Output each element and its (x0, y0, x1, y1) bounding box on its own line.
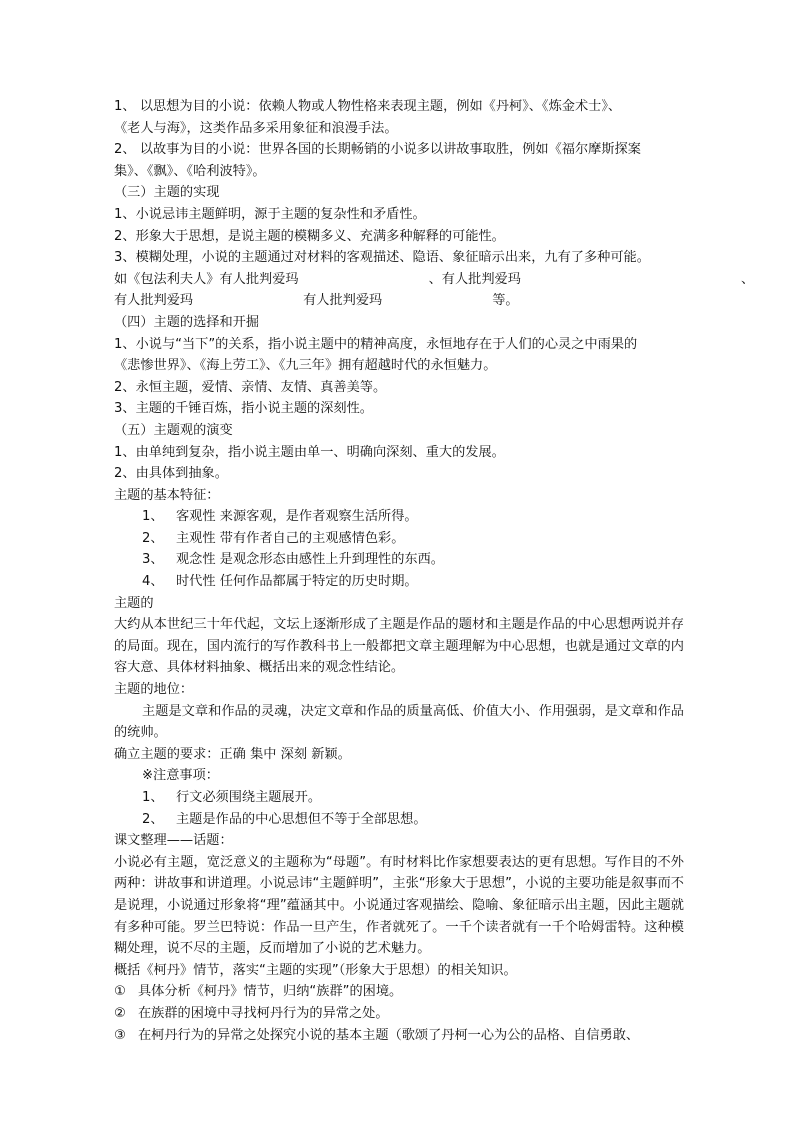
feature-item (114, 549, 684, 571)
text-fragment: 等。 (492, 293, 519, 309)
text-line: 概括《柯丹》情节，落实“主题的实现”（形象大于思想）的相关知识。 (114, 962, 517, 978)
item-text: 客观性 来源客观，是作者观察生活所得。 (176, 509, 418, 525)
section-heading: （四）主题的选择和开掘 (114, 314, 260, 330)
text-line: 集》、《飘》、《哈利波特》。 (114, 163, 266, 179)
document-page (114, 96, 755, 1046)
paragraph: 大约从本世纪三十年代起，文坛上逐渐形成了主题是作品的题材和主题是作品的中心思想两说并存的局面。现在，国内流行的写作教科书上一般都把文章主题理解为中心思想，也就是通过文章的内容大意、具体材料抽象、概括出来的观念性结论。 (114, 617, 684, 676)
text-fragment: 有人批判爱玛 (303, 293, 383, 309)
step-item (114, 1003, 684, 1025)
text-line: 1、小说与“当下”的关系，指小说主题中的精神高度，永恒地存在于人们的心灵之中雨果的 (114, 336, 638, 352)
text-line: ※注意事项： (142, 768, 219, 784)
text-line (114, 269, 755, 291)
item-number: 2、 (142, 530, 164, 546)
section-heading: （三）主题的实现 (114, 185, 220, 201)
text-line: 课文整理——话题： (114, 833, 233, 849)
item-number: 3、 (142, 552, 164, 568)
item-text: 主观性 带有作者自己的主观感情色彩。 (176, 530, 405, 546)
feature-item (114, 528, 684, 550)
section-heading: （五）主题观的演变 (114, 422, 233, 438)
item-number: 1、 (142, 509, 164, 525)
text-fragment: 有人批判爱玛 (114, 293, 194, 309)
item-text: 主题是作品的中心思想但不等于全部思想。 (176, 811, 427, 827)
text-line: 3、模糊处理，小说的主题通过对材料的客观描述、隐语、象征暗示出来，九有了多种可能。 (114, 250, 650, 266)
item-number: ③ (114, 1027, 126, 1043)
text-line: 2、 以故事为目的小说：世界各国的长期畅销的小说多以讲故事取胜，例如《福尔摩斯探案 (114, 142, 641, 158)
item-text: 具体分析《柯丹》情节，归纳“族群”的困境。 (138, 984, 403, 1000)
text-line: 《悲惨世界》、《海上劳工》、《九三年》拥有超越时代的永恒魅力。 (114, 358, 497, 374)
paragraph: 小说必有主题，宽泛意义的主题称为“母题”。有时材料比作家想要表达的更有思想。写作目的不外两种：讲故事和讲道理。小说忌讳“主题鲜明”，主张“形象大于思想”，小说的主要功能是叙事而不是说理，小说通过形象将“理”蕴涵其中。小说通过客观描绘、隐喻、象征暗示出主题，因此主题就有多种可能。罗兰巴特说：作品一旦产生，作者就死了。一千个读者就有一千个哈姆雷特。这种模糊处理，说不尽的主题，反而增加了小说的艺术魅力。 (114, 854, 684, 957)
text-line: 主题的基本特征： (114, 487, 220, 503)
item-number: 1、 (142, 790, 164, 805)
text-line: 2、由具体到抽象。 (114, 466, 228, 482)
item-number: 2、 (142, 811, 164, 827)
item-text: 在族群的困境中寻找柯丹行为的异常之处。 (138, 1005, 389, 1021)
text-fragment: 如《包法利夫人》有人批判爱玛 (114, 271, 299, 287)
item-text: 观念性 是观念形态由感性上升到理性的东西。 (176, 552, 444, 568)
text-line (114, 290, 684, 312)
item-number: 4、 (142, 574, 164, 590)
text-fragment: 、 (740, 271, 755, 287)
item-number: ② (114, 1005, 126, 1021)
item-text: 在柯丹行为的异常之处探究小说的基本主题（歌颂了丹柯一心为公的品格、自信勇敢、 (138, 1027, 640, 1043)
note-item (114, 787, 684, 809)
item-number: ① (114, 984, 126, 1000)
paragraph: 主题是文章和作品的灵魂，决定文章和作品的质量高低、价值大小、作用强弱，是文章和作品的统帅。 (114, 703, 684, 741)
item-text: 时代性 任何作品都属于特定的历史时期。 (176, 574, 418, 590)
feature-item (114, 506, 684, 528)
note-item (114, 809, 684, 831)
text-line: 1、小说忌讳主题鲜明，源于主题的复杂性和矛盾性。 (114, 206, 426, 222)
text-fragment: 、有人批判爱玛 (428, 271, 521, 287)
step-item (114, 1025, 684, 1047)
text-line: 1、由单纯到复杂，指小说主题由单一、明确向深刻、重大的发展。 (114, 444, 505, 460)
text-line: 3、主题的千锤百炼，指小说主题的深刻性。 (114, 401, 373, 417)
item-text: 行文必须围绕主题展开。 (176, 790, 322, 805)
feature-item (114, 571, 684, 593)
text-line: 主题的 (114, 595, 154, 611)
text-line: 2、形象大于思想，是说主题的模糊多义、充满多种解释的可能性。 (114, 228, 505, 244)
text-line: 《老人与海》，这类作品多采用象征和浪漫手法。 (114, 120, 398, 136)
step-item (114, 981, 684, 1003)
text-line: 确立主题的要求：正确 集中 深刻 新颖。 (114, 746, 351, 762)
text-line: 1、 以思想为目的小说：依赖人物或人物性格来表现主题，例如《丹柯》、《炼金术士》、 (114, 99, 622, 114)
text-line: 2、永恒主题，爱情、亲情、友情、真善美等。 (114, 379, 387, 395)
text-line: 主题的地位： (114, 682, 194, 698)
